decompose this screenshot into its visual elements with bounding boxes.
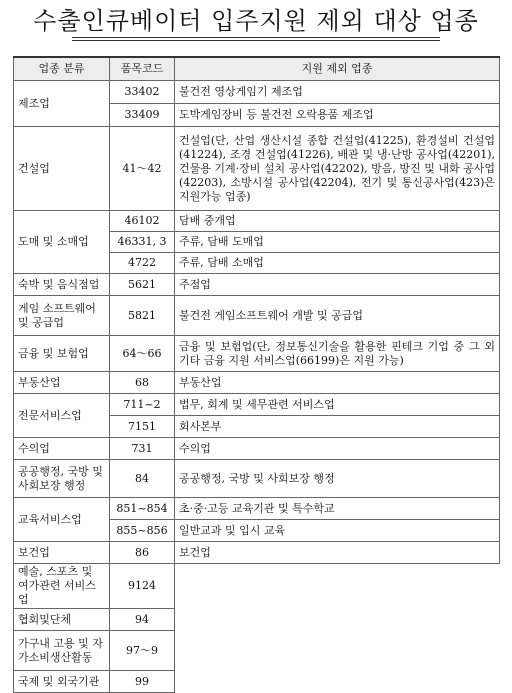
code-cell: 41～42 [110,127,175,211]
category-cell: 숙박 및 음식점업 [14,274,110,296]
category-cell: 가구내 고용 및 자가소비생산활동 [14,631,110,671]
category-cell: 보건업 [14,542,110,564]
code-cell: 33409 [110,104,175,127]
category-cell: 부동산업 [14,372,110,394]
code-cell: 5621 [110,274,175,296]
category-cell: 제조업 [14,81,110,127]
code-cell: 731 [110,438,175,460]
category-cell: 게임 소프트웨어 및 공급업 [14,296,110,336]
header-excluded: 지원 제외 업종 [175,57,500,81]
table-row [14,127,500,211]
table-row [14,498,500,520]
code-cell: 851~854 [110,498,175,520]
category-cell: 예술, 스포츠 및 여가관련 서비스업 [14,564,110,609]
category-cell: 교육서비스업 [14,498,110,542]
code-cell: 4722 [110,253,175,274]
excluded-cell: 부동산업 [175,372,500,394]
code-cell: 46331, 3 [110,232,175,253]
empty-cell [175,564,500,609]
excluded-cell: 수의업 [175,438,500,460]
title-underline [72,37,440,38]
table-row [14,460,500,498]
table-row [14,671,500,693]
empty-cell [175,609,500,631]
table-row [14,296,500,336]
table-row [14,394,500,416]
excluded-cell: 일반교과 및 입시 교육 [175,520,500,542]
code-cell: 711~2 [110,394,175,416]
table-row [14,609,500,631]
code-cell: 33402 [110,81,175,104]
table-row [14,438,500,460]
excluded-cell: 법무, 회계 및 세무관련 서비스업 [175,394,500,416]
code-cell: 855~856 [110,520,175,542]
category-cell: 국제 및 외국기관 [14,671,110,693]
code-cell: 64～66 [110,336,175,372]
excluded-cell: 공공행정, 국방 및 사회보장 행정 [175,460,500,498]
category-cell: 협회및단체 [14,609,110,631]
table-row [14,336,500,372]
excluded-cell: 보건업 [175,542,500,564]
table-row [14,211,500,232]
code-cell: 94 [110,609,175,631]
table-row [14,564,500,609]
code-cell: 99 [110,671,175,693]
table-row [14,372,500,394]
excluded-cell: 불건전 게임소프트웨어 개발 및 공급업 [175,296,500,336]
category-cell: 금융 및 보험업 [14,336,110,372]
excluded-cell: 건설업(단, 산업 생산시설 종합 건설업(41225), 환경설비 건설업(41224), 조경 건설업(41226), 배관 및 냉·난방 공사업(42201), 건물용 기계·장비 설치 공사업(42202), 방음, 방진 및 내화 공사업(42203), 소방시설 공사업(42204), 전기 및 통신공사업(423)은 지원가능 업종) [175,127,500,211]
code-cell: 9124 [110,564,175,609]
excluded-cell: 초·중·고등 교육기관 및 특수학교 [175,498,500,520]
excluded-industries-table [13,56,500,693]
code-cell: 84 [110,460,175,498]
table-row [14,542,500,564]
excluded-cell: 금융 및 보험업(단, 정보통신기술을 활용한 핀테크 기업 중 그 외 기타 금융 지원 서비스업(66199)은 지원 가능) [175,336,500,372]
code-cell: 97～9 [110,631,175,671]
excluded-cell: 주류, 담배 소매업 [175,253,500,274]
category-cell: 수의업 [14,438,110,460]
empty-cell [175,631,500,671]
excluded-cell: 주점업 [175,274,500,296]
table-row [14,631,500,671]
excluded-cell: 담배 중개업 [175,211,500,232]
code-cell: 68 [110,372,175,394]
excluded-cell: 도박게임장비 등 불건전 오락용품 제조업 [175,104,500,127]
code-cell: 7151 [110,416,175,438]
category-cell: 도매 및 소매업 [14,211,110,274]
table-header-row [14,57,500,81]
header-category: 업종 분류 [14,57,110,81]
excluded-cell: 주류, 담배 도매업 [175,232,500,253]
category-cell: 건설업 [14,127,110,211]
category-cell: 공공행정, 국방 및 사회보장 행정 [14,460,110,498]
code-cell: 86 [110,542,175,564]
excluded-cell: 불건전 영상게임기 제조업 [175,81,500,104]
page-title: 수출인큐베이터 입주지원 제외 대상 업종 [33,7,479,35]
table-row [14,274,500,296]
empty-cell [175,671,500,693]
header-code: 품목코드 [110,57,175,81]
code-cell: 5821 [110,296,175,336]
category-cell: 전문서비스업 [14,394,110,438]
code-cell: 46102 [110,211,175,232]
title-underline-2 [72,40,440,41]
table-row [14,81,500,104]
excluded-cell: 회사본부 [175,416,500,438]
